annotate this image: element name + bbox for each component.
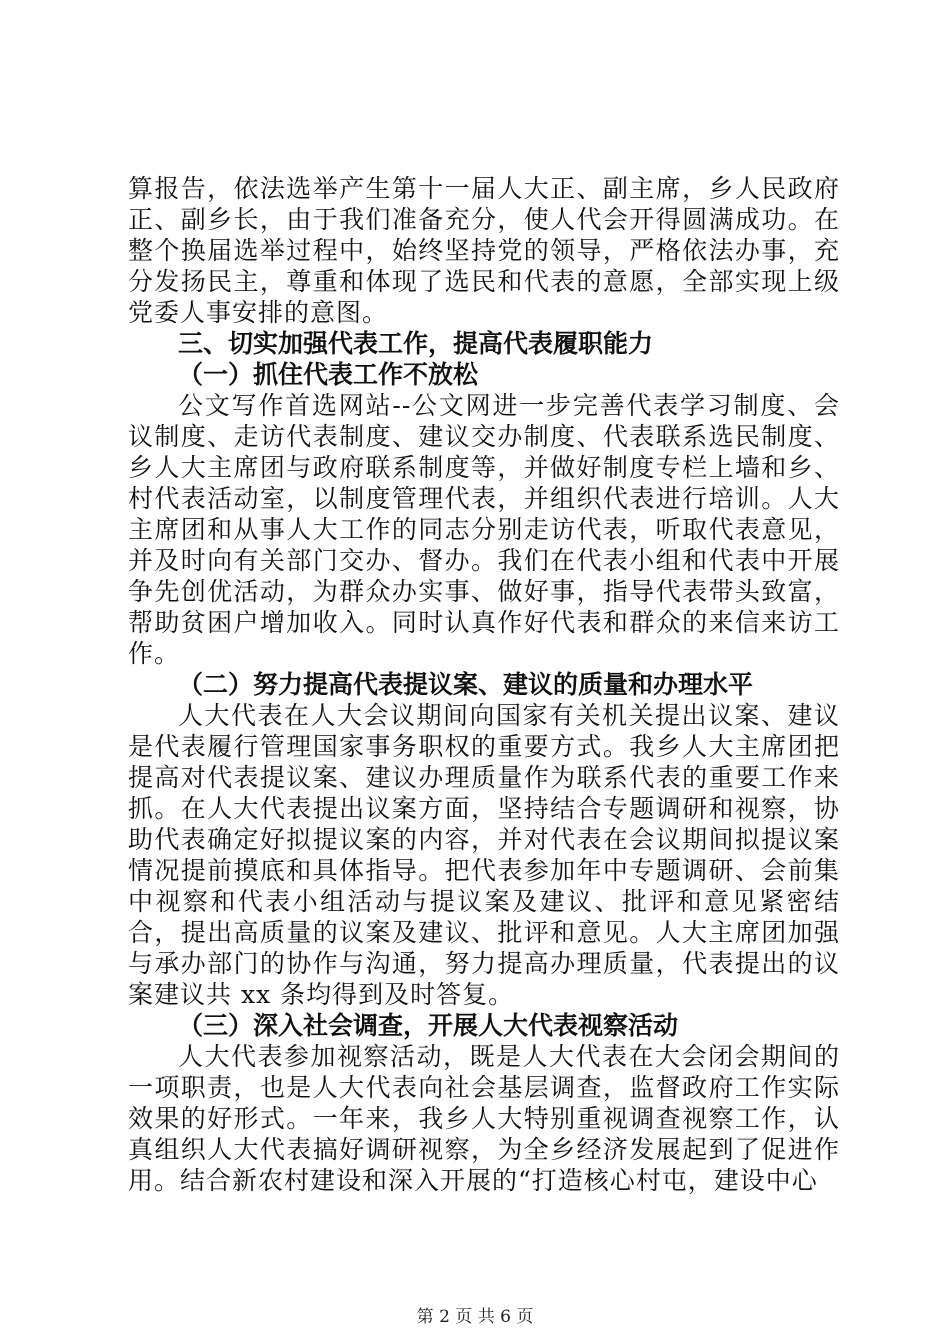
paragraph-inspection-activities: 人大代表参加视察活动，既是人大代表在大会闭会期间的一项职责，也是人大代表向社会基层调查，监督政府工作实际效果的好形式。一年来，我乡人大特别重视调查视察工作，认真组织人大代表搞好调研视察，为全乡经济发展起到了促进作用。结合新农村建设和深入开展的“打造核心村屯，建设中心 <box>128 1042 840 1195</box>
subsection-heading-3-1: （一）抓住代表工作不放松 <box>178 360 479 389</box>
page-number-footer: 第 2 页 共 6 页 <box>416 1307 534 1327</box>
paragraph-election-summary: 算报告，依法选举产生第十一届人大正、副主席，乡人民政府正、副乡长，由于我们准备充分，使人代会开得圆满成功。在整个换届选举过程中，始终坚持党的领导，严格依法办事，充分发扬民主，尊重和体现了选民和代表的意愿，全部实现上级党委人事安排的意图。 <box>128 174 840 327</box>
paragraph-proposals-quality: 人大代表在人大会议期间向国家有关机关提出议案、建议是代表履行管理国家事务职权的重要方式。我乡人大主席团把提高对代表提议案、建议办理质量作为联系代表的重要工作来抓。在人大代表提出议案方面，坚持结合专题调研和视察，协助代表确定好拟提议案的内容，并对代表在会议期间拟提议案情况提前摸底和具体指导。把代表参加年中专题调研、会前集中视察和代表小组活动与提议案及建议、批评和意见紧密结合，提出高质量的议案及建议、批评和意见。人大主席团加强与承办部门的协作与沟通，努力提高办理质量，代表提出的议案建议共 xx 条均得到及时答复。 <box>128 701 840 1009</box>
subsection-heading-3-2: （二）努力提高代表提议案、建议的质量和办理水平 <box>178 670 754 699</box>
document-body <box>128 173 840 1196</box>
paragraph-representative-work: 公文写作首选网站--公文网进一步完善代表学习制度、会议制度、走访代表制度、建议交办制度、代表联系选民制度、乡人大主席团与政府联系制度等，并做好制度专栏上墙和乡、村代表活动室，以制度管理代表，并组织代表进行培训。人大主席团和从事人大工作的同志分别走访代表，听取代表意见，并及时向有关部门交办、督办。我们在代表小组和代表中开展争先创优活动，为群众办实事、做好事，指导代表带头致富，帮助贫困户增加收入。同时认真作好代表和群众的来信来访工作。 <box>128 391 840 668</box>
subsection-heading-3-3: （三）深入社会调查，开展人大代表视察活动 <box>178 1011 679 1040</box>
section-heading-3: 三、切实加强代表工作，提高代表履职能力 <box>178 329 654 358</box>
